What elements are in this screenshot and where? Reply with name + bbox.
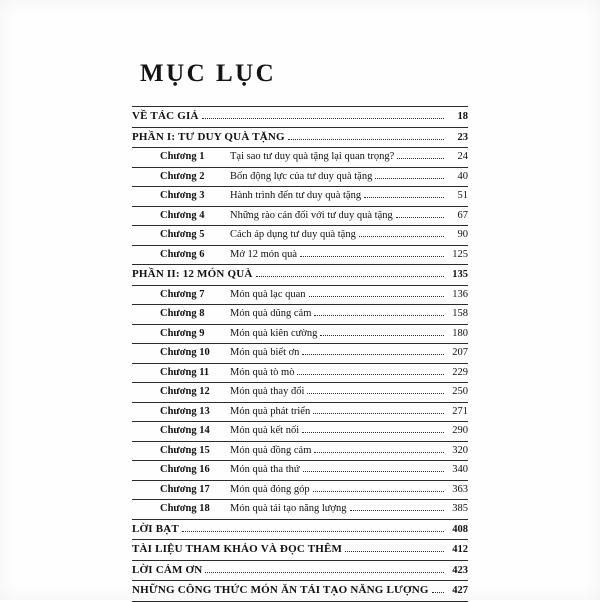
toc-page-number: 51: [457, 190, 468, 201]
toc-chapter-row[interactable]: [132, 403, 468, 423]
toc-entry-label: LỜI BẠT: [132, 522, 179, 535]
toc-page-number: 229: [452, 366, 468, 378]
toc-chapter-row[interactable]: [132, 187, 468, 207]
toc-section-row[interactable]: [132, 265, 468, 286]
table-of-contents: [132, 106, 468, 602]
toc-entry-label: TÀI LIỆU THAM KHẢO VÀ ĐỌC THÊM: [132, 543, 343, 555]
toc-chapter-row[interactable]: [132, 442, 468, 462]
toc-section-row[interactable]: [132, 128, 468, 149]
toc-leader-dots: [202, 118, 444, 119]
toc-section-row[interactable]: [132, 540, 468, 561]
toc-chapter-label: Chương 12: [160, 386, 210, 397]
toc-chapter-row[interactable]: [132, 325, 468, 345]
toc-chapter-label: Chương 10: [160, 347, 210, 358]
toc-leader-dots: [320, 335, 444, 336]
toc-leader-dots: [396, 217, 444, 218]
toc-page-number: 363: [452, 483, 468, 495]
toc-leader-dots: [345, 551, 444, 552]
toc-leader-dots: [302, 354, 444, 355]
toc-chapter-row[interactable]: [132, 481, 468, 501]
toc-chapter-title: Món quà tha thứ: [230, 464, 300, 475]
toc-entry-label: NHỮNG CÔNG THỨC MÓN ĂN TÁI TẠO NĂNG LƯỢNG: [132, 584, 429, 596]
toc-leader-dots: [313, 413, 444, 414]
toc-chapter-label: Chương 13: [160, 405, 210, 417]
toc-chapter-label: Chương 5: [160, 229, 205, 240]
toc-chapter-label: Chương 18: [160, 503, 210, 514]
toc-entry-label: LỜI CẢM ƠN: [132, 563, 203, 576]
toc-leader-dots: [182, 531, 444, 532]
toc-leader-dots: [350, 510, 444, 511]
toc-page-number: 427: [452, 585, 468, 596]
toc-chapter-row[interactable]: [132, 383, 468, 403]
toc-chapter-label: Chương 7: [160, 288, 205, 300]
toc-chapter-title: Tại sao tư duy quà tặng lại quan trọng?: [230, 151, 395, 162]
toc-page-number: 67: [457, 209, 468, 221]
toc-chapter-row[interactable]: [132, 422, 468, 442]
toc-chapter-label: Chương 15: [160, 444, 210, 456]
toc-chapter-title: Cách áp dụng tư duy quà tặng: [230, 229, 356, 240]
toc-chapter-title: Món quà thay đổi: [230, 386, 305, 397]
toc-chapter-label: Chương 4: [160, 209, 205, 221]
toc-page-number: 290: [452, 425, 468, 436]
toc-chapter-title: Hành trình đến tư duy quà tặng: [230, 190, 362, 201]
toc-leader-dots: [205, 572, 444, 573]
toc-chapter-row[interactable]: [132, 364, 468, 384]
toc-page-number: 408: [452, 523, 468, 535]
toc-chapter-label: Chương 14: [160, 425, 210, 436]
toc-leader-dots: [314, 452, 444, 453]
toc-chapter-title: Món quà đóng góp: [230, 483, 310, 495]
toc-page-number: 23: [457, 131, 468, 143]
toc-page-number: 385: [452, 503, 468, 514]
toc-chapter-title: Món quà kết nối: [230, 425, 300, 436]
toc-chapter-title: Món quà lạc quan: [230, 288, 306, 300]
toc-chapter-title: Món quà đồng cảm: [230, 444, 312, 456]
toc-chapter-row[interactable]: [132, 226, 468, 246]
toc-entry-label: PHẦN II: 12 MÓN QUÀ: [132, 268, 253, 280]
toc-chapter-label: Chương 9: [160, 327, 205, 339]
toc-page-number: 136: [452, 288, 468, 300]
toc-chapter-title: Bốn động lực của tư duy quà tặng: [230, 170, 373, 182]
toc-chapter-label: Chương 8: [160, 308, 205, 319]
toc-chapter-label: Chương 16: [160, 464, 210, 475]
toc-entry-label: VỀ TÁC GIẢ: [132, 110, 199, 122]
toc-entry-label: PHẦN I: TƯ DUY QUÀ TẶNG: [132, 130, 285, 143]
toc-chapter-title: Món quà tò mò: [230, 366, 295, 378]
toc-page-number: 423: [452, 564, 468, 576]
toc-section-row[interactable]: [132, 107, 468, 128]
toc-chapter-row[interactable]: [132, 344, 468, 364]
toc-chapter-row[interactable]: [132, 286, 468, 306]
toc-page-number: 90: [457, 229, 468, 240]
toc-chapter-label: Chương 1: [160, 151, 205, 162]
toc-chapter-row[interactable]: [132, 500, 468, 520]
toc-chapter-title: Món quà kiên cường: [230, 327, 318, 339]
toc-section-row[interactable]: [132, 581, 468, 602]
toc-section-row[interactable]: [132, 520, 468, 541]
toc-page-number: 180: [452, 327, 468, 339]
toc-page-number: 24: [457, 151, 468, 162]
toc-leader-dots: [300, 256, 444, 257]
page-title: MỤC LỤC: [140, 60, 277, 87]
toc-chapter-label: Chương 11: [160, 366, 210, 378]
toc-page-number: 250: [452, 386, 468, 397]
toc-chapter-title: Món quà biết ơn: [230, 347, 300, 358]
toc-page-number: 320: [452, 444, 468, 456]
toc-leader-dots: [302, 432, 444, 433]
toc-page-number: 207: [452, 347, 468, 358]
toc-chapter-row[interactable]: [132, 168, 468, 188]
toc-page-number: 412: [452, 544, 468, 555]
toc-page-number: 135: [452, 269, 468, 280]
toc-chapter-title: Món quà tái tạo năng lượng: [230, 503, 347, 514]
toc-leader-dots: [432, 592, 444, 593]
toc-page-number: 340: [452, 464, 468, 475]
toc-page-number: 18: [457, 111, 468, 122]
toc-leader-dots: [397, 158, 444, 159]
toc-chapter-row[interactable]: [132, 207, 468, 227]
toc-chapter-title: Món quà phát triển: [230, 405, 311, 417]
toc-page-number: 271: [452, 405, 468, 417]
toc-leader-dots: [307, 393, 444, 394]
toc-chapter-title: Những rào cản đối với tư duy quà tặng: [230, 209, 393, 221]
toc-leader-dots: [256, 276, 444, 277]
toc-chapter-row[interactable]: [132, 461, 468, 481]
toc-chapter-title: Mở 12 món quà: [230, 248, 298, 260]
toc-leader-dots: [303, 471, 444, 472]
toc-page-number: 125: [452, 248, 468, 260]
toc-chapter-label: Chương 3: [160, 190, 205, 201]
toc-leader-dots: [309, 296, 444, 297]
toc-leader-dots: [288, 139, 444, 140]
toc-leader-dots: [297, 374, 444, 375]
toc-leader-dots: [359, 236, 444, 237]
toc-chapter-row[interactable]: [132, 148, 468, 168]
toc-rows: [132, 107, 468, 602]
toc-chapter-row[interactable]: [132, 305, 468, 325]
toc-chapter-label: Chương 6: [160, 248, 205, 260]
toc-leader-dots: [364, 197, 444, 198]
toc-page-number: 158: [452, 308, 468, 319]
toc-chapter-label: Chương 2: [160, 170, 205, 182]
toc-leader-dots: [314, 315, 444, 316]
toc-section-row[interactable]: [132, 561, 468, 582]
toc-page-number: 40: [457, 170, 468, 182]
toc-chapter-title: Món quà dũng cảm: [230, 308, 312, 319]
toc-chapter-label: Chương 17: [160, 483, 210, 495]
toc-chapter-row[interactable]: [132, 246, 468, 266]
toc-leader-dots: [375, 178, 444, 179]
toc-leader-dots: [313, 491, 444, 492]
